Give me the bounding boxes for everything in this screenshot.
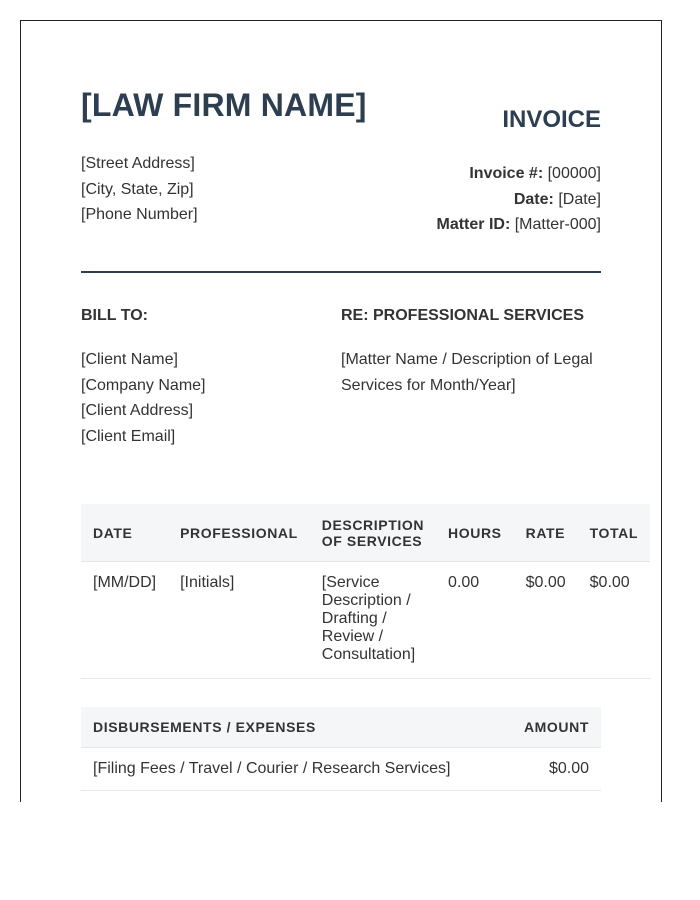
matter-description: [Matter Name / Description of Legal Services for Month/Year] (341, 351, 593, 394)
firm-street-address: [Street Address] (81, 155, 195, 172)
firm-city-state-zip: [City, State, Zip] (81, 180, 194, 198)
invoice-date-label: Date: (513, 190, 554, 208)
table-row (81, 748, 601, 791)
invoice-meta (437, 161, 602, 238)
invoice-number-value: [00000] (547, 165, 601, 182)
firm-name: [LAW FIRM NAME] (81, 87, 367, 123)
client-name: [Client Name] (81, 351, 178, 368)
invoice-page (20, 20, 662, 802)
header-hours: HOURS (436, 504, 514, 562)
service-date: [MM/DD] (81, 562, 168, 679)
matter-id-value: [Matter-000] (514, 216, 601, 233)
firm-phone-number: [Phone Number] (81, 206, 198, 223)
service-professional: [Initials] (168, 562, 310, 679)
expense-description: [Filing Fees / Travel / Courier / Research Services] (81, 748, 503, 791)
client-email: [Client Email] (81, 427, 176, 445)
expense-amount: $0.00 (503, 748, 601, 791)
header-date: DATE (81, 504, 168, 562)
service-total: $0.00 (578, 562, 650, 679)
matter-id-row (437, 212, 602, 238)
invoice-title: INVOICE (502, 106, 601, 133)
bill-to-details (81, 347, 206, 449)
invoice-date-row (437, 187, 602, 213)
invoice-number-row (437, 161, 602, 187)
bill-to-heading: BILL TO: (81, 307, 148, 324)
expenses-table (81, 707, 601, 791)
invoice-number-label: Invoice #: (469, 165, 544, 182)
table-row (81, 562, 650, 679)
company-name: [Company Name] (81, 376, 206, 394)
service-rate: $0.00 (514, 562, 578, 679)
header-disbursements: DISBURSEMENTS / EXPENSES (81, 707, 503, 748)
invoice-date-value: [Date] (558, 190, 601, 208)
header-description: DESCRIPTION OF SERVICES (310, 504, 436, 562)
services-header-row (81, 504, 650, 562)
header-divider (81, 271, 601, 273)
expenses-header-row (81, 707, 601, 748)
header-amount: AMOUNT (503, 707, 601, 748)
header-total: TOTAL (578, 504, 650, 562)
service-hours: 0.00 (436, 562, 514, 679)
header-professional: PROFESSIONAL (168, 504, 310, 562)
re-heading: RE: PROFESSIONAL SERVICES (341, 307, 585, 324)
matter-id-label: Matter ID: (436, 216, 511, 233)
client-address: [Client Address] (81, 402, 194, 419)
firm-address (81, 151, 198, 228)
header-rate: RATE (514, 504, 578, 562)
service-description: [Service Description / Drafting / Review / Consultation] (310, 562, 436, 679)
services-table (81, 504, 650, 679)
